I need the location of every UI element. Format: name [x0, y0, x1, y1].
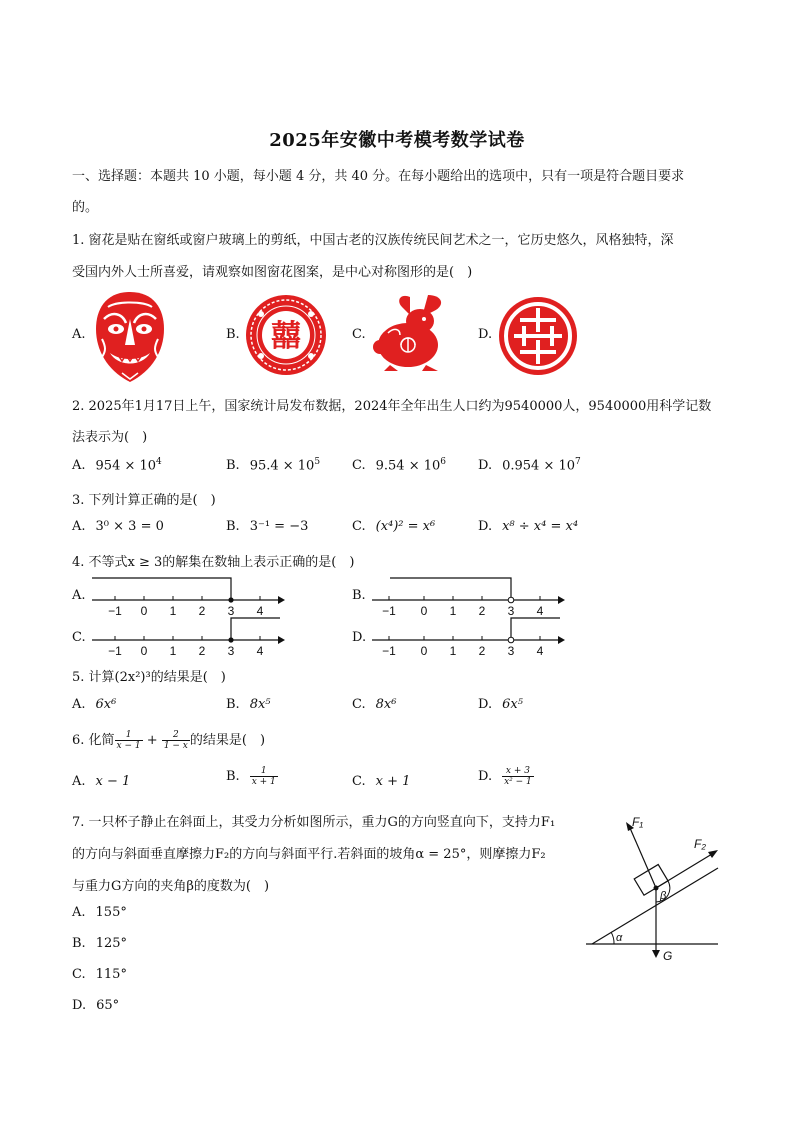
q5-option-d[interactable]	[478, 697, 523, 712]
q1-stem-line1: 1. 窗花是贴在窗纸或窗户玻璃上的剪纸，中国古老的汉族传统民间艺术之一，它历史悠久，风格独特，深	[72, 233, 674, 248]
q7-option-a[interactable]	[72, 905, 127, 920]
q4-d-tick-neg1: −1	[382, 644, 396, 658]
q4-b-tick-neg1: −1	[382, 604, 396, 618]
q4-c-tick-0: 0	[140, 644, 148, 658]
q4-d-tick-1: 1	[449, 644, 457, 658]
q4-c-tick-1: 1	[169, 644, 177, 658]
q7-option-c-label: C.	[72, 967, 86, 982]
q4-number-line-d	[368, 612, 568, 658]
q6-option-d-label: D.	[478, 769, 493, 784]
q3-option-a[interactable]	[72, 519, 164, 534]
q2-option-a-exponent: 4	[156, 457, 162, 467]
q5-option-b[interactable]	[226, 697, 271, 712]
q7-G-label: G	[663, 949, 673, 963]
q6-option-a[interactable]	[72, 774, 130, 789]
q4-number-line-c	[88, 612, 288, 658]
q2-option-c-exponent: 6	[440, 457, 447, 467]
q5-option-a-label: A.	[72, 697, 86, 712]
section-instructions-line1: 一、选择题：本题共 10 小题，每小题 4 分，共 40 分。在每小题给出的选项中，只有一项是符合题目要求	[72, 169, 685, 184]
q4-b-tick-3: 3	[507, 604, 515, 618]
q7-option-d-label: D.	[72, 998, 87, 1013]
q5-option-b-label: B.	[226, 697, 240, 712]
q4-b-tick-0: 0	[420, 604, 428, 618]
q1-double-happiness-glyph: 囍	[271, 320, 301, 353]
q2-option-b-label: B.	[226, 458, 240, 474]
q4-b-tick-4: 4	[536, 604, 544, 618]
q4-a-tick-4: 4	[256, 604, 264, 618]
q5-stem: 5. 计算(2x²)³的结果是( )	[72, 670, 226, 685]
q6-option-c-text: x + 1	[375, 774, 411, 789]
q5-option-c-label: C.	[352, 697, 366, 712]
q6-fraction-1	[115, 730, 143, 751]
section-instructions-line2: 的。	[72, 200, 99, 215]
q6-option-a-text: x − 1	[95, 774, 131, 789]
q2-option-c-label: C.	[352, 458, 366, 474]
q4-option-b-label[interactable]: B.	[352, 588, 366, 603]
q5-option-a[interactable]	[72, 697, 116, 712]
q5-option-d-text: 6x⁵	[502, 697, 523, 712]
q3-option-d-label: D.	[478, 519, 493, 534]
q4-b-tick-2: 2	[478, 604, 486, 618]
q3-option-b-text: 3⁻¹ = −3	[249, 519, 309, 534]
q6-option-b[interactable]	[226, 766, 278, 787]
q2-option-d[interactable]	[478, 457, 581, 473]
q7-beta-label: β	[660, 890, 667, 902]
q4-c-tick-3: 3	[227, 644, 235, 658]
q1-option-c-label[interactable]: C.	[352, 327, 366, 342]
q6-option-d-denominator: x² − 1	[504, 777, 532, 787]
q3-stem: 3. 下列计算正确的是( )	[72, 493, 216, 508]
q6-option-b-fraction	[250, 766, 278, 787]
q4-c-tick-neg1: −1	[108, 644, 122, 658]
q4-d-tick-4: 4	[536, 644, 544, 658]
q3-option-a-text: 3⁰ × 3 = 0	[95, 519, 164, 534]
page-title: 2025年安徽中考模考数学试卷	[269, 130, 525, 151]
q6-option-b-numerator: 1	[250, 766, 278, 777]
q3-option-a-label: A.	[72, 519, 86, 534]
q4-a-tick-3: 3	[227, 604, 235, 618]
q3-option-c[interactable]	[352, 519, 435, 534]
q3-option-b[interactable]	[226, 519, 308, 534]
q5-option-c-text: 8x⁶	[375, 697, 397, 712]
q6-option-b-denominator: x + 1	[251, 777, 276, 787]
q1-option-a-label[interactable]: A.	[72, 327, 86, 342]
q6-option-d[interactable]	[478, 766, 534, 787]
q7-option-d[interactable]	[72, 998, 119, 1013]
q7-option-d-text: 65°	[96, 998, 120, 1013]
q2-option-c[interactable]	[352, 457, 446, 473]
q1-option-b-label[interactable]: B.	[226, 327, 240, 342]
q4-b-tick-1: 1	[449, 604, 457, 618]
q2-option-d-mantissa: 0.954 × 10	[502, 458, 576, 474]
q6-option-b-label: B.	[226, 769, 240, 784]
q4-a-tick-1: 1	[169, 604, 177, 618]
q4-option-c-label[interactable]: C.	[72, 630, 86, 645]
q6-option-a-label: A.	[72, 774, 86, 789]
q4-option-d-label[interactable]: D.	[352, 630, 367, 645]
q2-option-a-mantissa: 954 × 10	[95, 458, 157, 474]
q2-option-a[interactable]	[72, 457, 162, 473]
q7-F2-label: F₂	[694, 837, 706, 851]
q3-option-d[interactable]	[478, 519, 578, 534]
q4-a-tick-0: 0	[140, 604, 148, 618]
q4-a-tick-neg1: −1	[108, 604, 122, 618]
q7-option-a-label: A.	[72, 905, 86, 920]
q2-option-d-exponent: 7	[575, 457, 581, 467]
q4-d-tick-2: 2	[478, 644, 486, 658]
q6-stem	[72, 729, 265, 751]
q4-option-a-label[interactable]: A.	[72, 588, 86, 603]
q7-option-b-text: 125°	[95, 936, 128, 951]
q7-option-b-label: B.	[72, 936, 86, 951]
q6-stem-suffix: 的结果是( )	[189, 733, 266, 748]
q3-option-b-label: B.	[226, 519, 240, 534]
q7-force-diagram	[584, 806, 724, 970]
q2-option-a-label: A.	[72, 458, 86, 474]
q2-stem-line1: 2. 2025年1月17日上午，国家统计局发布数据，2024年全年出生人口约为9540000人，9540000用科学记数	[72, 399, 712, 414]
q1-rabbit-image	[370, 293, 456, 373]
q3-option-c-text: (x⁴)² = x⁶	[375, 519, 436, 534]
q4-c-tick-2: 2	[198, 644, 206, 658]
q2-option-b-exponent: 5	[314, 457, 321, 467]
q2-option-b-mantissa: 95.4 × 10	[249, 458, 315, 474]
q6-fraction-2	[162, 730, 190, 751]
q4-c-tick-4: 4	[256, 644, 264, 658]
q4-d-tick-0: 0	[420, 644, 428, 658]
q3-option-c-label: C.	[352, 519, 366, 534]
q6-fraction-2-denominator: 1 − x	[163, 741, 188, 751]
q7-stem-line1: 7. 一只杯子静止在斜面上，其受力分析如图所示，重力G的方向竖直向下，支持力F₁	[72, 815, 556, 830]
q5-option-c[interactable]	[352, 697, 396, 712]
q6-fraction-2-numerator: 2	[162, 730, 190, 741]
q5-option-a-text: 6x⁶	[95, 697, 117, 712]
q6-option-c-label: C.	[352, 774, 366, 789]
q1-double-happiness-image	[245, 294, 327, 376]
q7-option-c-text: 115°	[95, 967, 127, 982]
q7-stem-line2: 的方向与斜面垂直摩擦力F₂的方向与斜面平行.若斜面的坡角α = 25°，则摩擦力F₂	[72, 847, 546, 862]
q6-plus-sign: +	[146, 733, 158, 748]
q4-stem: 4. 不等式x ≥ 3的解集在数轴上表示正确的是( )	[72, 555, 355, 570]
q1-opera-mask-image	[92, 289, 168, 385]
q2-option-d-label: D.	[478, 458, 493, 474]
q7-F1-label: F₁	[632, 815, 644, 829]
q5-option-b-text: 8x⁵	[249, 697, 271, 712]
q7-option-c[interactable]	[72, 967, 127, 982]
q2-option-b[interactable]	[226, 457, 320, 473]
q2-option-c-mantissa: 9.54 × 10	[375, 458, 441, 474]
q7-option-b[interactable]	[72, 936, 127, 951]
q2-stem-line2: 法表示为( )	[72, 430, 148, 445]
q4-a-tick-2: 2	[198, 604, 206, 618]
q6-fraction-1-denominator: x − 1	[116, 741, 141, 751]
q1-stem-line2: 受国内外人士所喜爱，请观察如图窗花图案，是中心对称图形的是( )	[72, 265, 473, 280]
q7-alpha-label: α	[616, 932, 623, 944]
q1-shou-character-image	[498, 296, 578, 376]
q7-stem-line3: 与重力G方向的夹角β的度数为( )	[72, 879, 270, 894]
q6-option-d-fraction	[502, 766, 534, 787]
q3-option-d-text: x⁸ ÷ x⁴ = x⁴	[502, 519, 579, 534]
q1-option-d-label[interactable]: D.	[478, 327, 493, 342]
q4-d-tick-3: 3	[507, 644, 515, 658]
q6-option-c[interactable]	[352, 774, 410, 789]
q6-fraction-1-numerator: 1	[115, 730, 143, 741]
q6-option-d-numerator: x + 3	[502, 766, 534, 777]
q6-stem-prefix: 6. 化简	[72, 733, 115, 748]
q7-option-a-text: 155°	[95, 905, 127, 920]
q5-option-d-label: D.	[478, 697, 493, 712]
